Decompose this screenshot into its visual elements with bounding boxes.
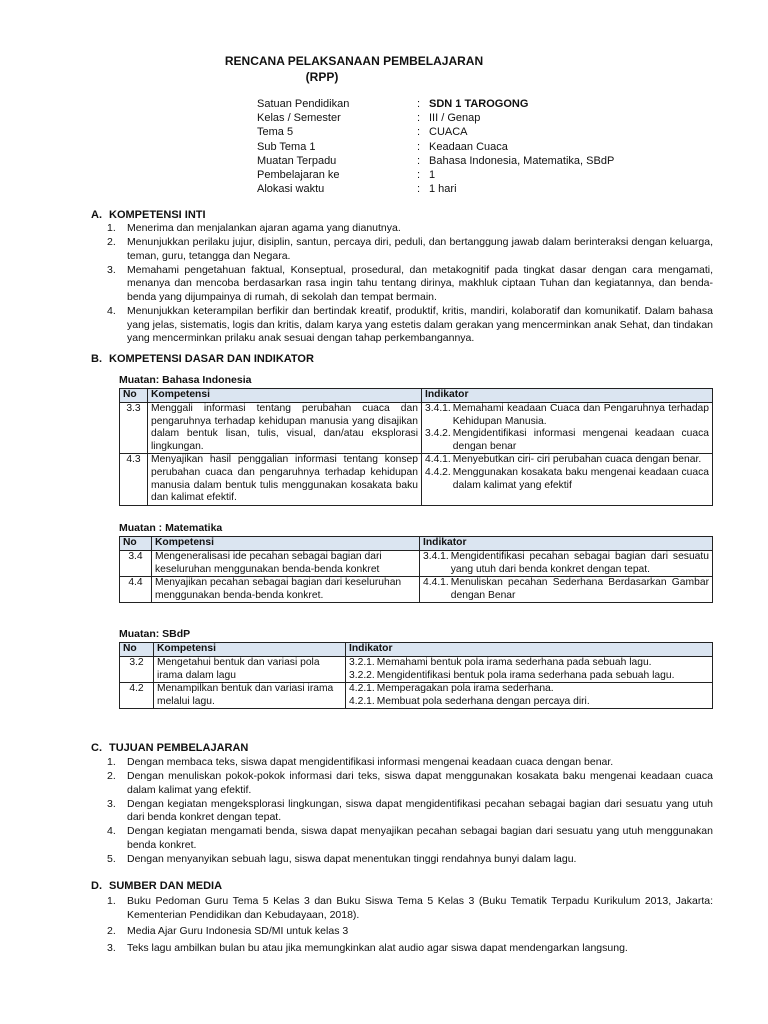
header-no: No	[120, 537, 152, 551]
indikator-item	[423, 577, 709, 602]
identity-colon: :	[417, 112, 421, 125]
indikator-text: Memahami bentuk pola irama sederhana pada sebuah lagu.	[376, 657, 652, 668]
section-c-heading	[91, 742, 248, 754]
table-header-row	[120, 537, 713, 551]
list-number: 1.	[107, 895, 116, 907]
cell-kompetensi: Mengeneralisasi ide pecahan sebagai bagian dari keseluruhan menggunakan benda-benda konkret	[152, 551, 420, 577]
header-indikator: Indikator	[420, 537, 713, 551]
tujuan-list	[107, 756, 713, 867]
indikator-code: 3.4.1.	[425, 403, 451, 414]
cell-indikator	[420, 551, 713, 577]
indikator-item	[423, 551, 709, 576]
header-kompetensi: Kompetensi	[152, 537, 420, 551]
table-row	[120, 403, 713, 454]
identity-colon: :	[417, 154, 421, 167]
cell-kompetensi: Menyajikan hasil penggalian informasi tentang konsep perubahan cuaca dan pengaruhnya terhadap kehidupan manusia dalam bentuk tulis menggunakan kosakata baku dan kalimat efektif.	[148, 454, 422, 505]
identity-colon: :	[417, 126, 421, 139]
sumber-media-list	[107, 895, 713, 956]
section-letter: C.	[91, 742, 102, 754]
identity-value: SDN 1 TAROGONG	[429, 98, 529, 110]
identity-row	[257, 140, 614, 154]
identity-colon: :	[417, 183, 421, 196]
section-a-heading	[91, 209, 206, 221]
table-row	[120, 577, 713, 603]
table-header-row	[120, 643, 713, 657]
identity-value: 1	[429, 169, 436, 182]
indikator-text: Memperagakan pola irama sederhana.	[376, 683, 554, 695]
section-d-heading	[91, 880, 222, 892]
table-sbdp	[119, 642, 713, 709]
indikator-code: 4.2.1.	[349, 695, 375, 707]
identity-value: 1 hari	[429, 183, 457, 196]
list-item	[107, 925, 713, 939]
identity-block	[257, 97, 614, 196]
section-title: SUMBER DAN MEDIA	[109, 880, 223, 892]
identity-label: Kelas / Semester	[257, 112, 341, 125]
indikator-text: Membuat pola sederhana dengan percaya diri.	[376, 695, 590, 707]
cell-indikator	[346, 657, 713, 683]
list-item	[107, 853, 713, 867]
identity-value: Bahasa Indonesia, Matematika, SBdP	[429, 154, 615, 167]
indikator-text: Menggunakan kosakata baku mengenai keadaan cuaca dalam kalimat yang efektif	[452, 466, 709, 491]
identity-label: Muatan Terpadu	[257, 154, 337, 167]
list-number: 2.	[107, 236, 116, 249]
indikator-item	[349, 683, 709, 696]
cell-indikator	[346, 683, 713, 709]
list-text: Buku Pedoman Guru Tema 5 Kelas 3 dan Buku Siswa Tema 5 Kelas 3 (Buku Tematik Terpadu Kurikulum 2013, Jakarta: Kementerian Pendidikan dan Kebudayaan, 2018).	[127, 895, 713, 921]
header-indikator: Indikator	[422, 389, 713, 403]
indikator-text: Memahami keadaan Cuaca dan Pengaruhnya terhadap Kehidupan Manusia.	[452, 403, 709, 427]
cell-no: 4.3	[120, 454, 148, 505]
section-letter: D.	[91, 880, 102, 892]
indikator-code: 3.2.1.	[349, 657, 375, 668]
indikator-code: 4.4.1.	[423, 577, 449, 589]
list-number: 2.	[107, 925, 116, 938]
list-text: Dengan menuliskan pokok-pokok informasi dari teks, siswa dapat menggunakan kosakata baku mengenai keadaan cuaca dalam kalimat yang efektif.	[127, 770, 713, 796]
identity-value: CUACA	[429, 126, 468, 139]
list-item	[107, 222, 713, 236]
identity-label: Pembelajaran ke	[257, 169, 340, 182]
identity-row	[257, 168, 614, 182]
section-title: KOMPETENSI DASAR DAN INDIKATOR	[109, 353, 314, 365]
indikator-item	[349, 657, 709, 670]
section-letter: B.	[91, 353, 102, 365]
list-number: 3.	[107, 263, 116, 276]
cell-kompetensi: Menyajikan pecahan sebagai bagian dari keseluruhan menggunakan benda-benda konkret.	[152, 577, 420, 603]
cell-kompetensi: Menggali informasi tentang perubahan cuaca dan pengaruhnya terhadap kehidupan manusia yang disajikan dalam bentuk lisan, tulis, visual, dan/atau eksplorasi lingkungan.	[148, 403, 422, 454]
indikator-item	[425, 403, 709, 428]
indikator-code: 4.2.1.	[349, 683, 375, 695]
list-text: Menunjukkan perilaku jujur, disiplin, santun, percaya diri, peduli, dan bertanggung jawab dalam berinteraksi dengan keluarga, teman, guru, tetangga dan Negara.	[127, 236, 713, 262]
table-row	[120, 551, 713, 577]
table-matematika	[119, 536, 713, 603]
list-item	[107, 798, 713, 825]
list-text: Media Ajar Guru Indonesia SD/MI untuk kelas 3	[127, 925, 349, 938]
list-number: 3.	[107, 941, 116, 954]
list-text: Dengan menyanyikan sebuah lagu, siswa dapat menentukan tinggi rendahnya bunyi dalam lagu.	[127, 853, 577, 866]
cell-indikator	[422, 403, 713, 454]
indikator-code: 3.2.2.	[349, 669, 375, 681]
identity-value: III / Genap	[429, 112, 481, 125]
list-number: 4.	[107, 825, 116, 838]
list-text: Menerima dan menjalankan ajaran agama yang dianutnya.	[127, 222, 401, 234]
identity-colon: :	[417, 98, 421, 110]
list-number: 2.	[107, 770, 116, 783]
document-subtitle: (RPP)	[305, 70, 339, 84]
indikator-code: 3.4.2.	[425, 428, 451, 440]
identity-row	[257, 125, 614, 139]
list-text: Dengan kegiatan mengamati benda, siswa dapat menyajikan pecahan sebagai bagian dari sesuatu yang utuh menggunakan benda konkret.	[127, 825, 713, 852]
document-title: RENCANA PELAKSANAAN PEMBELAJARAN	[224, 54, 484, 68]
indikator-code: 4.4.1.	[425, 454, 451, 466]
table-caption-matematika: Muatan : Matematika	[119, 522, 223, 534]
header-no: No	[120, 643, 154, 657]
identity-row	[257, 97, 614, 111]
list-item	[107, 895, 713, 922]
header-no: No	[120, 389, 148, 403]
indikator-code: 4.4.2.	[425, 466, 451, 478]
identity-label: Sub Tema 1	[257, 140, 316, 153]
table-row	[120, 657, 713, 683]
kompetensi-inti-list	[107, 222, 713, 346]
cell-kompetensi: Menampilkan bentuk dan variasi irama melalui lagu.	[154, 683, 346, 709]
identity-value: Keadaan Cuaca	[429, 140, 508, 153]
cell-indikator	[420, 577, 713, 603]
list-item	[107, 942, 713, 956]
indikator-item	[425, 454, 709, 467]
header-indikator: Indikator	[346, 643, 713, 657]
list-number: 3.	[107, 797, 116, 810]
list-text: Teks lagu ambilkan bulan bu atau jika memungkinkan alat audio agar siswa dapat mendengarkan langsung.	[127, 941, 628, 954]
list-item	[107, 236, 713, 263]
section-title: TUJUAN PEMBELAJARAN	[109, 742, 249, 754]
indikator-text: Menyebutkan ciri- ciri perubahan cuaca dengan benar.	[452, 454, 702, 466]
cell-kompetensi: Mengetahui bentuk dan variasi pola irama dalam lagu	[154, 657, 346, 683]
cell-indikator	[422, 454, 713, 505]
list-item	[107, 756, 713, 770]
list-number: 4.	[107, 305, 116, 318]
cell-no: 3.3	[120, 403, 148, 454]
list-item	[107, 264, 713, 305]
indikator-text: Menuliskan pecahan Sederhana Berdasarkan Gambar dengan Benar	[450, 577, 709, 601]
indikator-text: Mengidentifikasi bentuk pola irama sederhana pada sebuah lagu.	[376, 669, 675, 681]
indikator-code: 3.4.1.	[423, 551, 449, 562]
indikator-item	[425, 467, 709, 492]
identity-colon: :	[417, 140, 421, 153]
header-kompetensi: Kompetensi	[148, 389, 422, 403]
cell-no: 4.4	[120, 577, 152, 603]
indikator-item	[425, 428, 709, 453]
list-text: Menunjukkan keterampilan berfikir dan bertindak kreatif, produktif, kritis, mandiri, kolaboratif dan komunikatif. Dalam bahasa yang jelas, sistematis, logis dan kritis, dalam karya yang estetis dalam gerakan yang mencerminkan anak Sehat, dan tindakan yang mencerminkan prilaku anak sesuai dengan tahap perkembangannya.	[127, 305, 713, 345]
table-header-row	[120, 389, 713, 403]
list-number: 1.	[107, 222, 116, 234]
section-b-heading	[91, 353, 314, 365]
table-caption-sbdp: Muatan: SBdP	[119, 628, 191, 640]
cell-no: 3.2	[120, 657, 154, 683]
header-kompetensi: Kompetensi	[154, 643, 346, 657]
list-item	[107, 305, 713, 346]
identity-label: Tema 5	[257, 126, 294, 139]
section-letter: A.	[91, 209, 102, 221]
list-number: 1.	[107, 756, 116, 768]
list-number: 5.	[107, 853, 116, 866]
list-item	[107, 825, 713, 852]
section-title: KOMPETENSI INTI	[109, 209, 206, 221]
identity-colon: :	[417, 169, 421, 182]
identity-label: Satuan Pendidikan	[257, 98, 350, 110]
table-bahasa-indonesia	[119, 388, 713, 506]
list-item	[107, 770, 713, 797]
indikator-text: Mengidentifikasi pecahan sebagai bagian dari sesuatu yang utuh dari benda konkret dengan tepat.	[450, 551, 709, 575]
indikator-item	[349, 670, 709, 683]
cell-no: 4.2	[120, 683, 154, 709]
list-text: Memahami pengetahuan faktual, Konseptual, prosedural, dan metakognitif pada tingkat dasar dengan cara mengamati, menanya dan mencoba berdasarkan rasa ingin tahu tentang dirinya, makhluk ciptaan Tuhan dan kegiatannya, dan benda-benda yang dijumpainya di rumah, di sekolah dan tempat bermain.	[127, 263, 713, 303]
list-text: Dengan membaca teks, siswa dapat mengidentifikasi informasi mengenai keadaan cuaca dengan benar.	[127, 756, 614, 768]
identity-row	[257, 111, 614, 125]
identity-row	[257, 154, 614, 168]
cell-no: 3.4	[120, 551, 152, 577]
table-row	[120, 683, 713, 709]
identity-label: Alokasi waktu	[257, 183, 325, 196]
indikator-item	[349, 696, 709, 709]
table-caption-bahasa: Muatan: Bahasa Indonesia	[119, 374, 252, 386]
indikator-text: Mengidentifikasi informasi mengenai keadaan cuaca dengan benar	[452, 428, 709, 452]
identity-row	[257, 182, 614, 196]
table-row	[120, 454, 713, 505]
list-text: Dengan kegiatan mengeksplorasi lingkungan, siswa dapat mengidentifikasi pecahan sebagai bagian dari sesuatu yang utuh dari benda konkret dengan tepat.	[127, 797, 713, 824]
